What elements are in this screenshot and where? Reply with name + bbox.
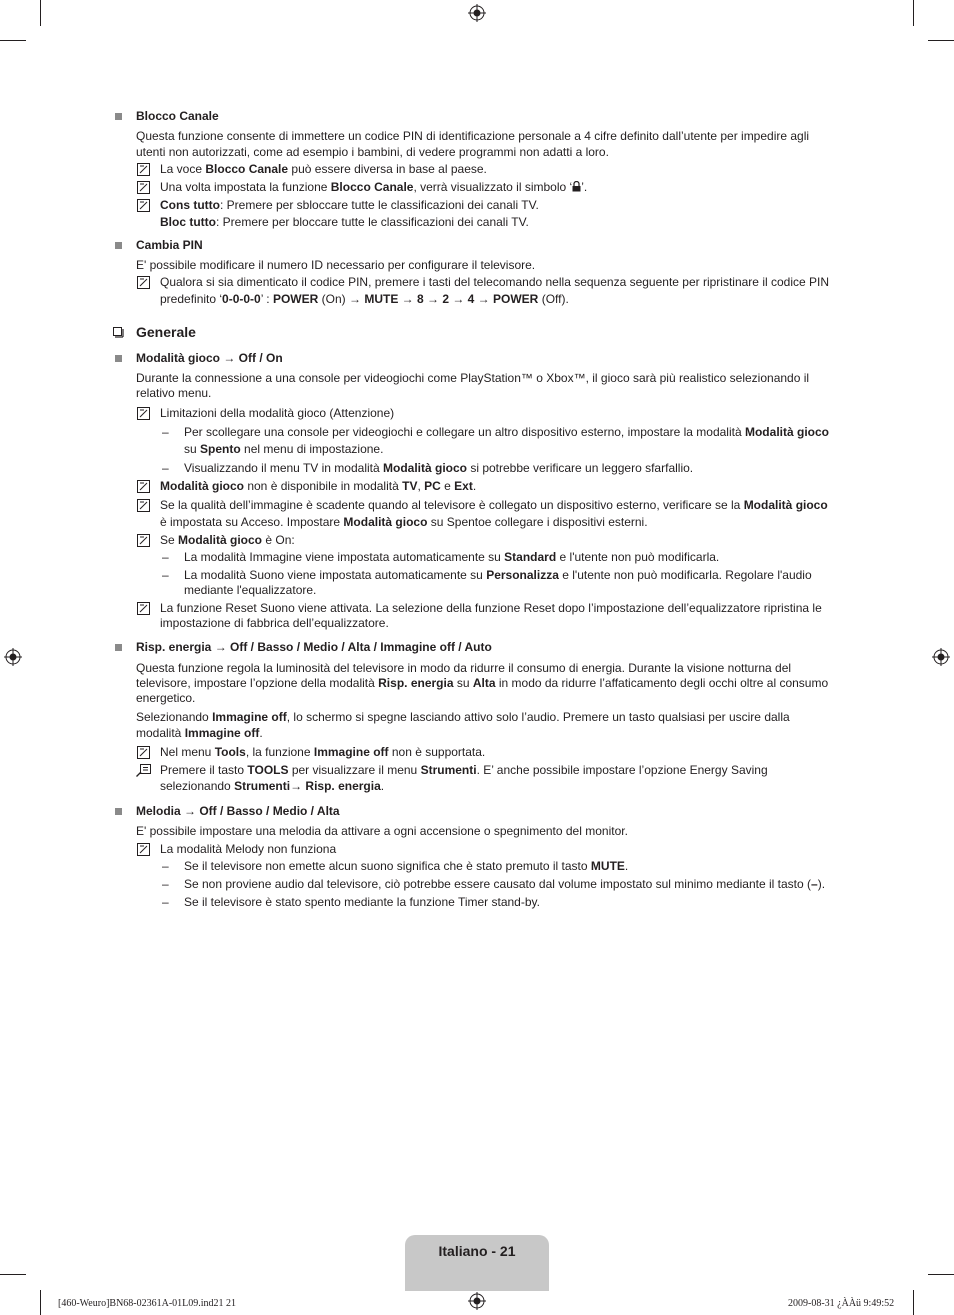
note-text: Cons tutto: Premere per sbloccare tutte le classificazioni dei canali TV. — [160, 198, 539, 212]
note-icon — [137, 746, 150, 759]
crop-mark — [913, 0, 914, 26]
note-text: predefinito ‘0-0-0-0’ : POWER (On) → MUTE → 8 → 2 → 4 → POWER (Off). — [160, 292, 569, 306]
print-slug-right: 2009-08-31 ¿ÀÀü 9:49:52 — [788, 1298, 895, 1309]
lock-icon — [572, 181, 581, 192]
crop-mark — [0, 1274, 26, 1275]
note-text: impostazione di fabbrica dell’equalizzatore. — [160, 616, 389, 630]
note-icon — [137, 602, 150, 615]
note-icon — [137, 276, 150, 289]
list-item: Se il televisore è stato spento mediante la funzione Timer stand-by. — [184, 895, 540, 909]
list-item: La modalità Immagine viene impostata automaticamente su Standard e l'utente non può modificarla. — [184, 550, 720, 564]
paragraph: E' possibile impostare una melodia da attivare a ogni accensione o spegnimento del monitor. — [136, 824, 628, 838]
paragraph: televisore, impostare l’opzione della modalità Risp. energia su Alta in modo da ridurre l’affaticamento degli occhi oltre al consumo — [136, 676, 829, 690]
dash-bullet: – — [162, 859, 169, 873]
paragraph: Durante la connessione a una console per videogiochi come PlayStation™ o Xbox™, il gioco sarà più realistico selezionando il — [136, 371, 810, 385]
paragraph: utenti non autorizzati, come ad esempio i bambini, di vedere programmi non adatti a loro. — [136, 145, 609, 159]
bullet-square-icon — [115, 808, 122, 815]
note-text: Se Modalità gioco è On: — [160, 533, 295, 547]
dash-bullet: – — [162, 461, 169, 475]
note-icon — [137, 199, 150, 212]
note-icon — [137, 407, 150, 420]
dash-bullet: – — [162, 425, 169, 439]
note-text: è impostata su Acceso. Impostare Modalità gioco su Spentoe collegare i dispositivi esterni. — [160, 515, 648, 529]
list-item: Se non proviene audio dal televisore, ciò potrebbe essere causato dal volume impostato sul minimo mediante il tasto (–). — [184, 877, 826, 891]
dash-bullet: – — [162, 550, 169, 564]
bullet-square-icon — [115, 113, 122, 120]
note-text: La funzione Reset Suono viene attivata. La selezione della funzione Reset dopo l’impostazione dell’equalizzatore ripristina le — [160, 601, 822, 615]
note-text: La modalità Melody non funziona — [160, 842, 337, 856]
note-icon — [137, 163, 150, 176]
tip-text: selezionando Strumenti→ Risp. energia. — [160, 779, 385, 793]
paragraph: modalità Immagine off. — [136, 726, 263, 740]
note-icon — [137, 181, 150, 194]
list-item: Se il televisore non emette alcun suono significa che è stato premuto il tasto MUTE. — [184, 859, 629, 873]
crop-mark — [40, 0, 41, 26]
note-text: La voce Blocco Canale può essere diversa in base al paese. — [160, 162, 487, 176]
checkbox-square-icon — [113, 327, 124, 338]
section-heading-blocco-canale: Blocco Canale — [136, 109, 219, 123]
registration-mark-icon — [468, 1292, 486, 1310]
tip-text: Premere il tasto TOOLS per visualizzare il menu Strumenti. E’ anche possibile impostare l’opzione Energy Saving — [160, 763, 768, 777]
paragraph: Questa funzione consente di immettere un codice PIN di identificazione personale a 4 cifre definito dall’utente per impedire agli — [136, 129, 810, 143]
crop-mark — [40, 1290, 41, 1315]
section-heading-risp-energia: Risp. energia → Off / Basso / Medio / Alta / Immagine off / Auto — [136, 640, 492, 654]
section-heading-modalita-gioco: Modalità gioco → Off / On — [136, 351, 283, 365]
note-icon — [137, 534, 150, 547]
list-item: Visualizzando il menu TV in modalità Modalità gioco si potrebbe verificare un leggero sfarfallio. — [184, 461, 694, 475]
list-item: su Spento nel menu di impostazione. — [184, 442, 384, 456]
paragraph: relativo menu. — [136, 386, 212, 400]
paragraph: Selezionando Immagine off, lo schermo si spegne lasciando attivo solo l’audio. Premere un tasto qualsiasi per uscire dalla — [136, 710, 790, 724]
group-heading-generale: Generale — [136, 324, 196, 340]
registration-mark-icon — [468, 4, 486, 22]
list-item: mediante l'equalizzatore. — [184, 583, 317, 597]
list-item: Per scollegare una console per videogiochi e collegare un altro dispositivo esterno, impostare la modalità Modalità gioco — [184, 425, 829, 439]
bullet-square-icon — [115, 355, 122, 362]
page-number-label: Italiano - 21 — [438, 1243, 516, 1259]
dash-bullet: – — [162, 877, 169, 891]
note-text: Una volta impostata la funzione Blocco Canale, verrà visualizzato il simbolo ‘ ’. — [160, 180, 588, 194]
section-heading-melodia: Melodia → Off / Basso / Medio / Alta — [136, 804, 340, 818]
paragraph: E' possibile modificare il numero ID necessario per configurare il televisore. — [136, 258, 536, 272]
dash-bullet: – — [162, 895, 169, 909]
tools-remote-icon — [136, 764, 151, 777]
note-icon — [137, 499, 150, 512]
note-text: Bloc tutto: Premere per bloccare tutte le classificazioni dei canali TV. — [160, 215, 529, 229]
crop-mark — [0, 40, 26, 41]
registration-mark-icon — [932, 648, 950, 666]
paragraph: Questa funzione regola la luminosità del televisore in modo da ridurre il consumo di energia. Durante la visione notturna del — [136, 661, 792, 675]
crop-mark — [928, 1274, 954, 1275]
print-slug-left: [460-Weuro]BN68-02361A-01L09.ind21 21 — [58, 1298, 237, 1309]
note-text: Modalità gioco non è disponibile in modalità TV, PC e Ext. — [160, 479, 477, 493]
note-text: Qualora si sia dimenticato il codice PIN, premere i tasti del telecomando nella sequenza seguente per ripristinare il codice PIN — [160, 275, 830, 289]
bullet-square-icon — [115, 242, 122, 249]
list-item: La modalità Suono viene impostata automaticamente su Personalizza e l'utente non può modificarla. Regolare l'audio — [184, 568, 812, 582]
crop-mark — [913, 1290, 914, 1315]
paragraph: energetico. — [136, 691, 196, 705]
crop-mark — [928, 40, 954, 41]
dash-bullet: – — [162, 568, 169, 582]
note-text: Se la qualità dell’immagine è scadente quando al televisore è collegato un dispositivo esterno, verificare se la Modalità gioco — [160, 498, 828, 512]
section-heading-cambia-pin: Cambia PIN — [136, 238, 203, 252]
bullet-square-icon — [115, 644, 122, 651]
note-icon — [137, 843, 150, 856]
note-icon — [137, 480, 150, 493]
note-text: Nel menu Tools, la funzione Immagine off non è supportata. — [160, 745, 486, 759]
note-text: Limitazioni della modalità gioco (Attenzione) — [160, 406, 395, 420]
registration-mark-icon — [4, 648, 22, 666]
